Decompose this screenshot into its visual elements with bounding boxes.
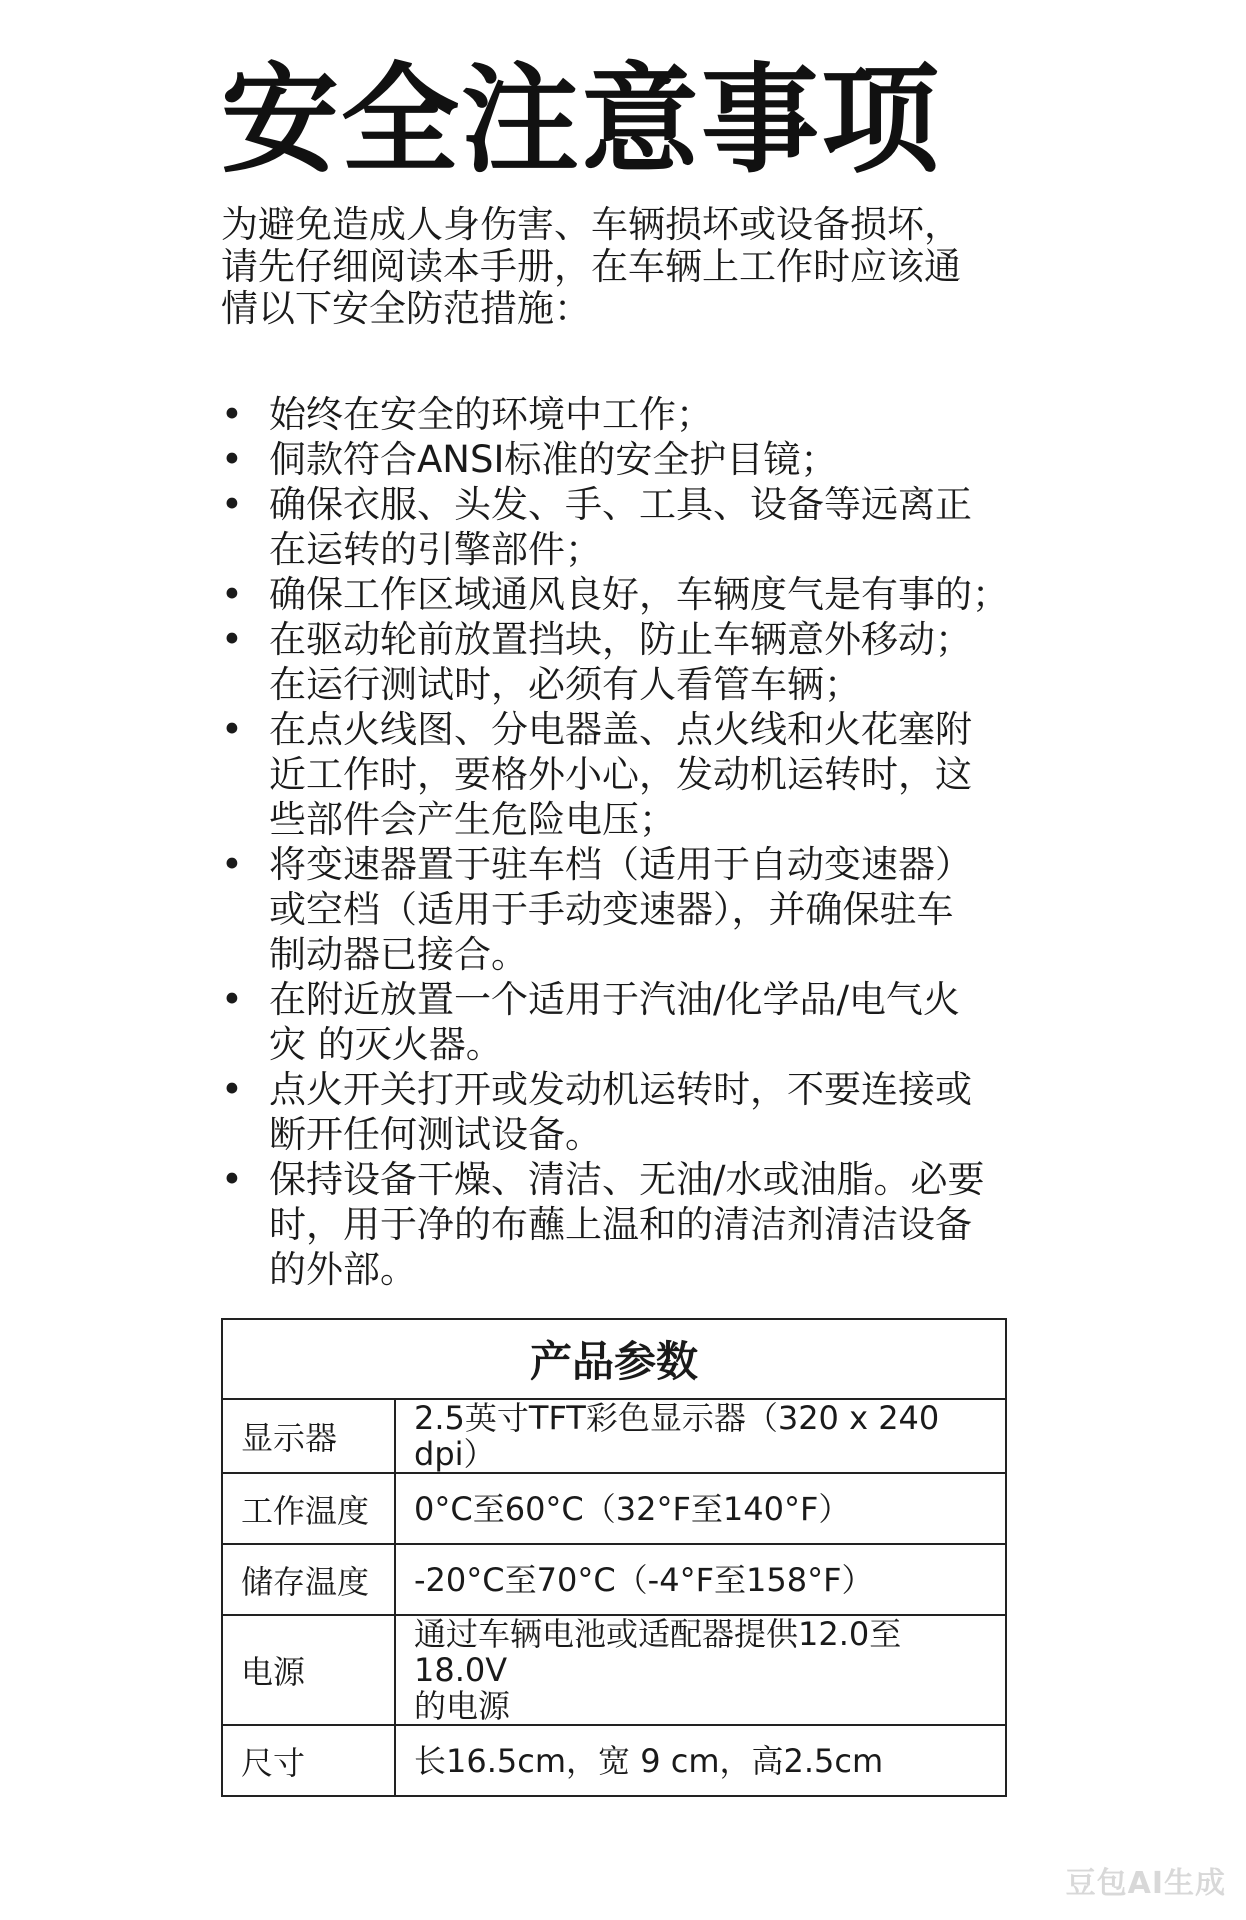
bullet-icon: • — [221, 708, 243, 751]
param-value-line: 0°C至60°C（32°F至140°F） — [414, 1489, 851, 1528]
table-row — [222, 1473, 1006, 1544]
safety-list-item — [221, 707, 1021, 842]
safety-list-item — [221, 842, 1021, 977]
document-page — [221, 51, 1021, 1292]
table-row — [222, 1615, 1006, 1725]
safety-item-text: 确保衣服、头发、手、工具、设备等远离正 — [269, 483, 972, 526]
safety-item-text: 灾 的灭火器。 — [269, 1023, 503, 1066]
safety-list — [221, 392, 1021, 1292]
table-body — [222, 1399, 1006, 1796]
safety-item-text: 在运行测试时，必须有人看管车辆； — [269, 663, 861, 706]
safety-item-text: 保持设备干燥、清洁、无油/水或油脂。必要 — [269, 1158, 985, 1201]
bullet-icon: • — [221, 843, 243, 886]
safety-item-text: 在运转的引擎部件； — [269, 528, 602, 571]
safety-list-item — [221, 1157, 1021, 1292]
param-value — [395, 1399, 1006, 1473]
param-value — [395, 1473, 1006, 1544]
param-value-line: 长16.5cm，宽 9 cm，高2.5cm — [414, 1741, 884, 1780]
intro-line: 请先仔细阅读本手册，在车辆上工作时应该通 — [221, 245, 961, 288]
safety-list-item — [221, 1067, 1021, 1157]
safety-list-item — [221, 977, 1021, 1067]
safety-item-text: 点火开关打开或发动机运转时，不要连接或 — [269, 1068, 972, 1111]
safety-item-text: 在点火线图、分电器盖、点火线和火花塞附 — [269, 708, 972, 751]
param-label: 尺寸 — [222, 1725, 395, 1796]
product-params-table — [221, 1318, 1007, 1797]
safety-list-item — [221, 617, 1021, 707]
safety-item-text: 断开任何测试设备。 — [269, 1113, 602, 1156]
table-heading: 产品参数 — [222, 1319, 1006, 1399]
table-row — [222, 1544, 1006, 1615]
safety-item-text: 始终在安全的环境中工作； — [269, 393, 713, 436]
param-label: 显示器 — [222, 1399, 395, 1473]
table-row — [222, 1725, 1006, 1796]
table-header-row — [222, 1319, 1006, 1399]
safety-list-item — [221, 437, 1021, 482]
table-row — [222, 1399, 1006, 1473]
param-value — [395, 1615, 1006, 1725]
safety-list-item — [221, 392, 1021, 437]
bullet-icon: • — [221, 978, 243, 1021]
param-value — [395, 1725, 1006, 1796]
param-label: 储存温度 — [222, 1544, 395, 1615]
safety-item-text: 在附近放置一个适用于汽油/化学品/电气火 — [269, 978, 960, 1021]
safety-item-text: 侗款符合ANSI标准的安全护目镜； — [269, 438, 838, 481]
bullet-icon: • — [221, 393, 243, 436]
param-value-line: -20°C至70°C（-4°F至158°F） — [414, 1560, 874, 1599]
safety-item-text: 时，用于净的布蘸上温和的清洁剂清洁设备 — [269, 1203, 972, 1246]
bullet-icon: • — [221, 573, 243, 616]
bullet-icon: • — [221, 618, 243, 661]
safety-item-text: 些部件会产生危险电压； — [269, 798, 676, 841]
safety-item-text: 将变速器置于驻车档（适用于自动变速器） — [269, 843, 972, 886]
bullet-icon: • — [221, 438, 243, 481]
bullet-icon: • — [221, 483, 243, 526]
safety-item-text: 在驱动轮前放置挡块，防止车辆意外移动； — [269, 618, 972, 661]
watermark: 豆包AI生成 — [1065, 1866, 1226, 1901]
intro-paragraph — [221, 204, 1001, 330]
safety-item-text: 的外部。 — [269, 1248, 417, 1291]
page-title: 安全注意事项 — [221, 51, 942, 189]
bullet-icon: • — [221, 1158, 243, 1201]
intro-line: 情以下安全防范措施： — [221, 287, 591, 330]
safety-list-item — [221, 572, 1021, 617]
param-value-line: 2.5英寸TFT彩色显示器（320 x 240 dpi） — [414, 1399, 940, 1473]
safety-list-item — [221, 482, 1021, 572]
safety-item-text: 制动器已接合。 — [269, 933, 528, 976]
bullet-icon: • — [221, 1068, 243, 1111]
param-value-line: 的电源 — [414, 1687, 511, 1725]
param-label: 电源 — [222, 1615, 395, 1725]
param-label: 工作温度 — [222, 1473, 395, 1544]
param-value-line: 通过车辆电池或适配器提供12.0至18.0V — [414, 1615, 902, 1689]
safety-item-text: 或空档（适用于手动变速器），并确保驻车 — [269, 888, 954, 931]
safety-item-text: 确保工作区域通风良好，车辆度气是有事的； — [269, 573, 1009, 616]
safety-item-text: 近工作时，要格外小心，发动机运转时，这 — [269, 753, 972, 796]
intro-line: 为避免造成人身伤害、车辆损坏或设备损坏， — [221, 203, 961, 246]
param-value — [395, 1544, 1006, 1615]
